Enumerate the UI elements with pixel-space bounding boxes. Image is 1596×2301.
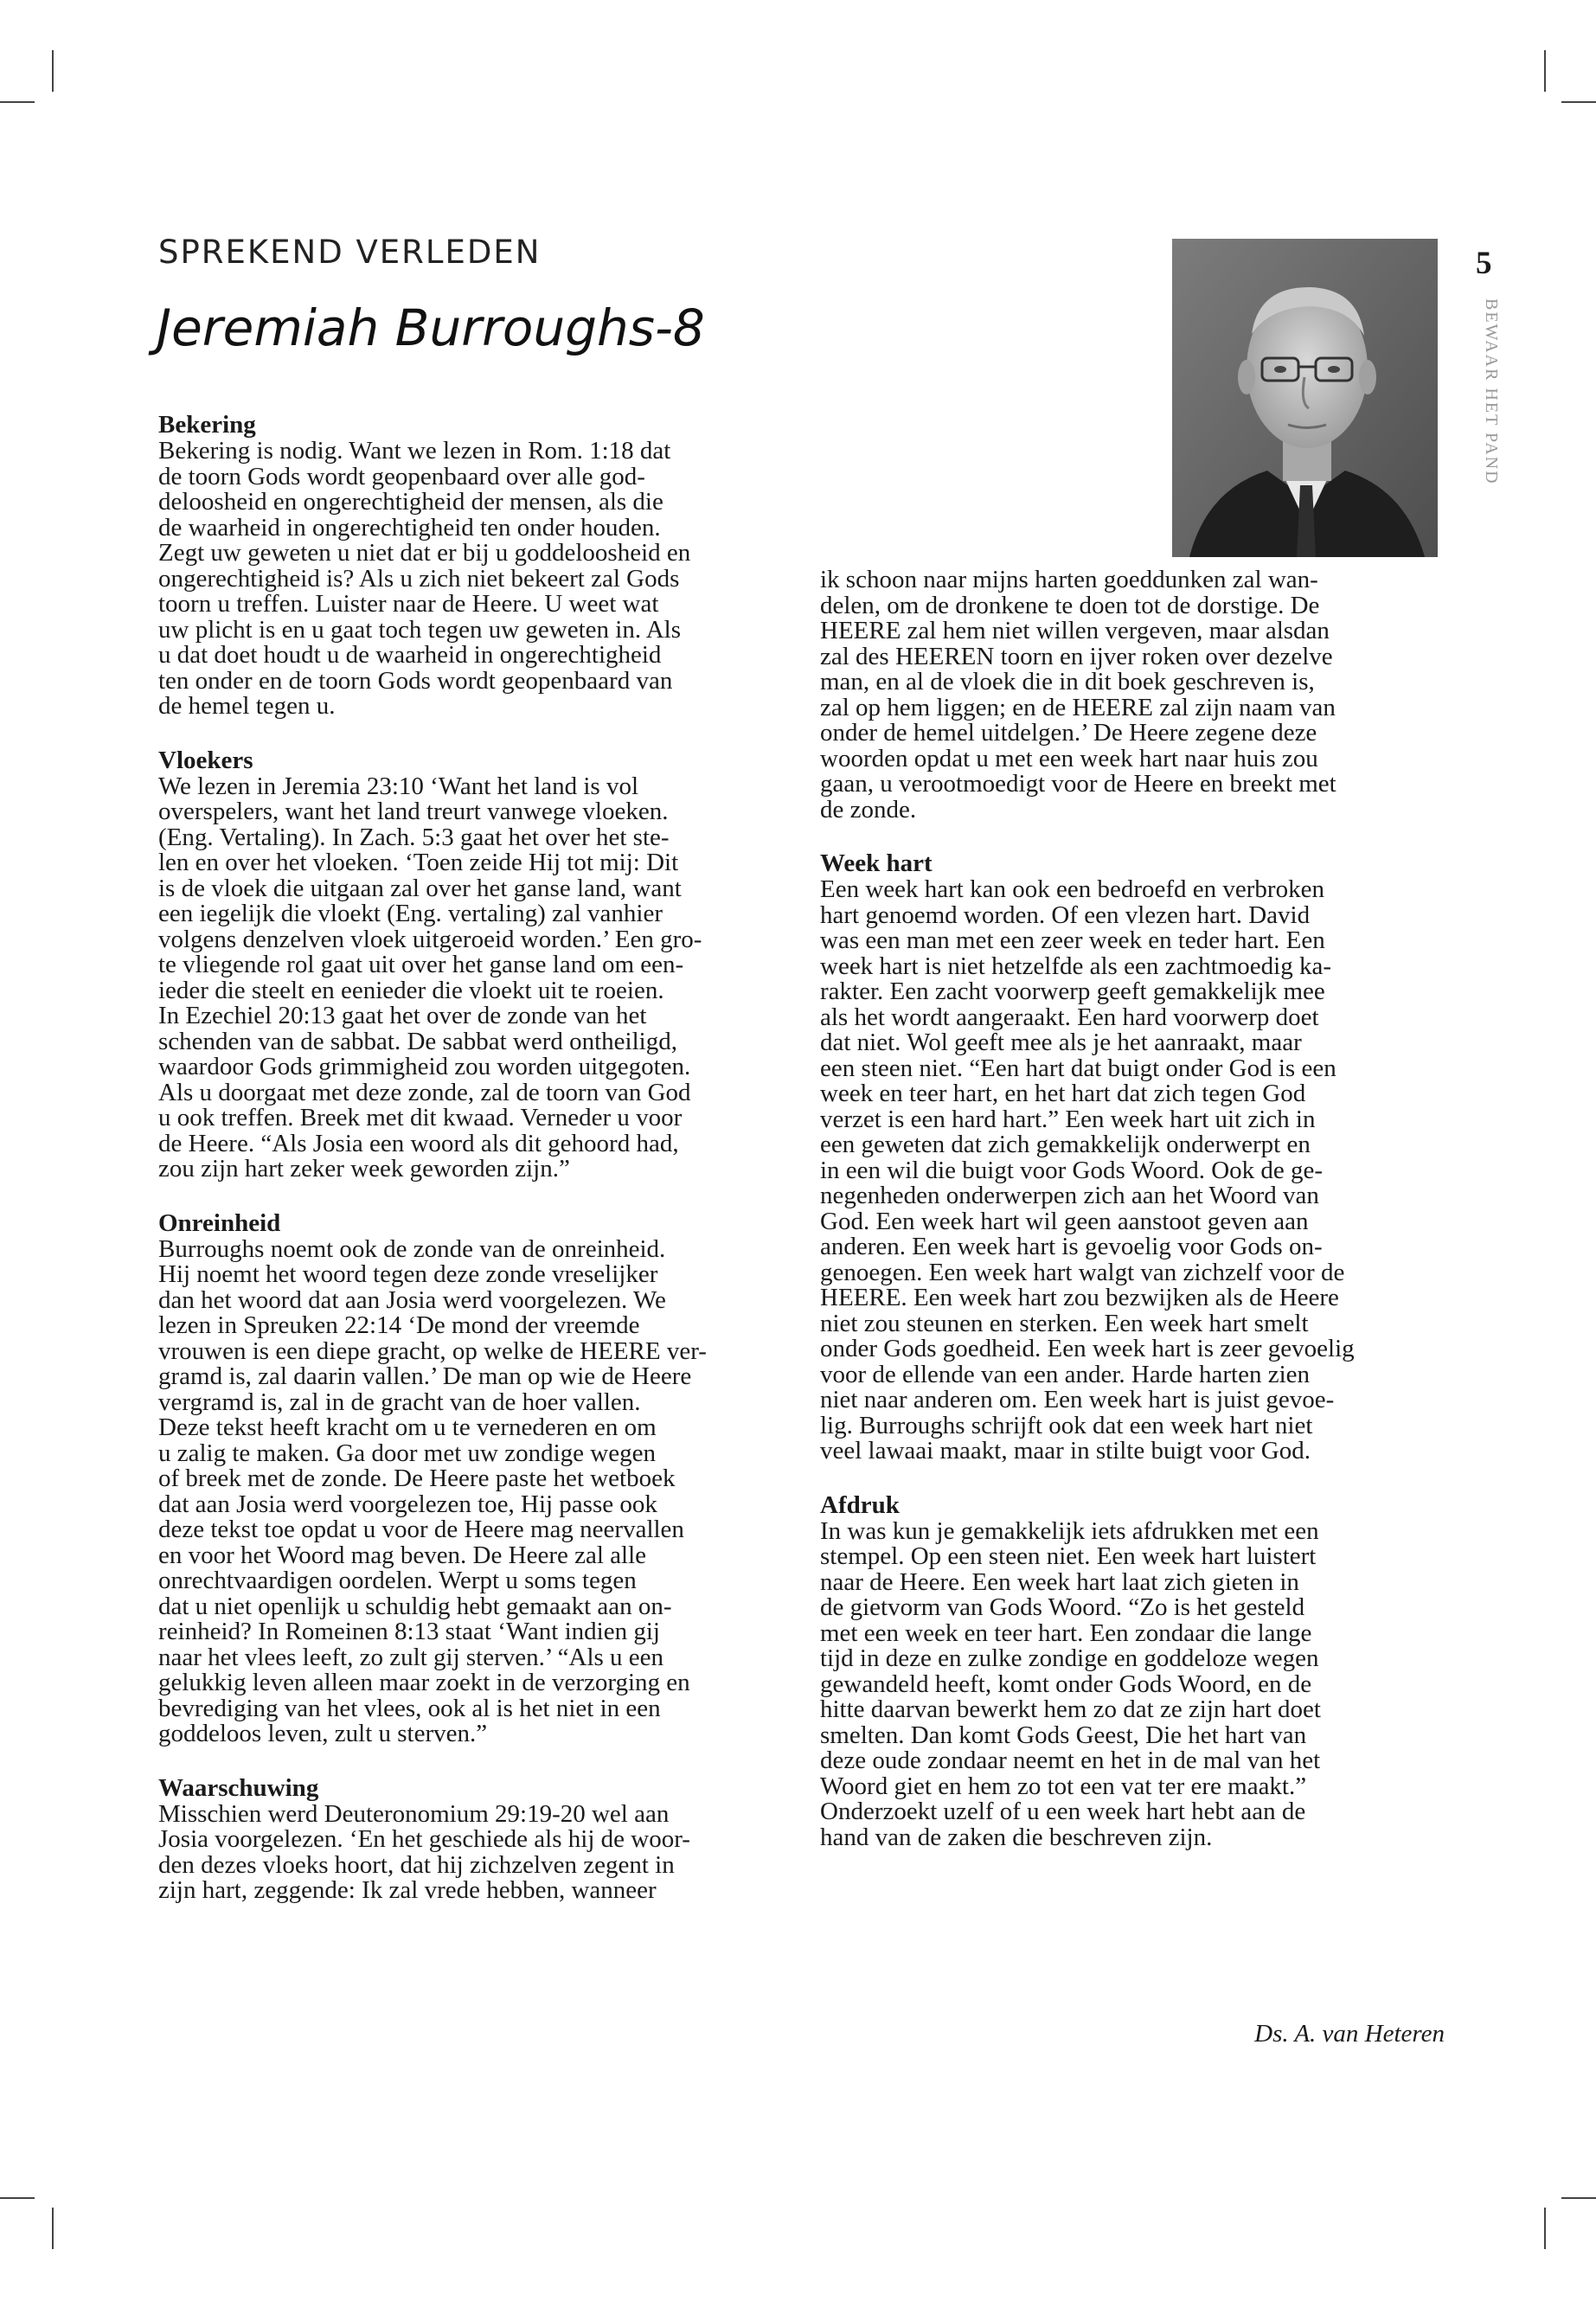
section-kicker: SPREKEND VERLEDEN xyxy=(158,234,542,271)
section-onreinheid xyxy=(158,1209,781,1747)
crop-mark xyxy=(1561,2197,1596,2199)
paragraph: Misschien werd Deuteronomium 29:19-20 wel aan Josia voorgelezen. ‘En het geschiede als hij de woor- den dezes vloeks hoort, dat hij zichzelven zegent in zijn hart, zeggende: Ik zal vrede hebben, wanneer xyxy=(158,1799,690,1904)
author-photo xyxy=(1172,239,1438,557)
section-afdruk xyxy=(820,1491,1443,1851)
paragraph: In was kun je gemakkelijk iets afdrukken met een stempel. Op een steen niet. Een week hart luistert naar de Heere. Een week hart laat zich gieten in de gietvorm van Gods Woord. “Zo is het gesteld met een week en teer hart. Een zondaar die lange tijd in deze en zulke zondige en goddeloze wegen gewandeld heeft, komt onder Gods Woord, en de hitte daarvan bewerkt hem zo dat ze zijn hart doet smelten. Dan komt Gods Geest, Die het hart van deze oude zondaar neemt en het in de mal van het Woord giet en hem zo tot een vat ter ere maakt.” Onderzoekt uzelf of u een week hart hebt aan de hand van de zaken die beschreven zijn. xyxy=(820,1516,1321,1851)
section-vloekers xyxy=(158,747,781,1183)
paragraph: We lezen in Jeremia 23:10 ‘Want het land is vol overspelers, want het land treurt vanwege vloeken. (Eng. Vertaling). In Zach. 5:3 gaat het over het ste- len en over het vloeken. ‘Toen zeide Hij tot mij: Dit is de vloek die uitgaan zal over het ganse land, want een iegelijk die vloekt (Eng. vertaling) zal vanhier volgens denzelven vloek uitgeroeid worden.’ Een gro- te vliegende rol gaat uit over het ganse land om een- ieder die steelt en eenieder die vloekt uit te roeien. In Ezechiel 20:13 gaat het over de zonde van het schenden van de sabbat. De sabbat werd ontheiligd, waardoor Gods grimmigheid zou worden uitgegoten. Als u doorgaat met deze zonde, zal de toorn van God u ook treffen. Breek met dit kwaad. Verneder u voor de Heere. “Als Josia een woord als dit gehoord had, zou zijn hart zeker week geworden zijn.” xyxy=(158,772,702,1183)
section-heading: Waarschuwing xyxy=(158,1773,319,1802)
section-bekering xyxy=(158,411,781,720)
paragraph: Een week hart kan ook een bedroefd en verbroken hart genoemd worden. Of een vlezen hart. David was een man met een zeer week en teder hart. Een week hart is niet hetzelfde als een zachtmoedig ka- rakter. Een zacht voorwerp geeft gemakkelijk mee als het wordt aangeraakt. Een hard voorwerp doet dat niet. Wol geeft mee als je het aanraakt, maar een steen niet. “Een hart dat buigt onder God is een week en teer hart, en het hart dat zich tegen God verzet is een hard hart.” Een week hart uit zich in een geweten dat zich gemakkelijk onderwerpt en in een wil die buigt voor Gods Woord. Ook de ge- negenheden onderwerpen zich aan het Woord van God. Een week hart wil geen aanstoot geven aan anderen. Een week hart is gevoelig voor Gods on- genoegen. Een week hart walgt van zichzelf voor de HEERE. Een week hart zou bezwijken als de Heere niet zou steunen en sterken. Een week hart smelt onder Gods goedheid. Een week hart is zeer gevoelig voor de ellende van een ander. Harde harten zien niet naar anderen om. Een week hart is juist gevoe- lig. Burroughs schrijft ook dat een week hart niet veel lawaai maakt, maar in stilte buigt voor God. xyxy=(820,875,1355,1465)
section-vervolg xyxy=(820,567,1443,823)
section-week-hart xyxy=(820,849,1443,1465)
paragraph: Burroughs noemt ook de zonde van de onreinheid. Hij noemt het woord tegen deze zonde vreselijker dan het woord dat aan Josia werd voorgelezen. We lezen in Spreuken 22:14 ‘De mond der vreemde vrouwen is een diepe gracht, op welke de HEERE ver- gramd is, zal daarin vallen.’ De man op wie de Heere vergramd is, zal in de gracht van de hoer vallen. Deze tekst heeft kracht om u te vernederen en om u zalig te maken. Ga door met uw zondige wegen of breek met de zonde. De Heere paste het wetboek dat aan Josia werd voorgelezen toe, Hij passe ook deze tekst toe opdat u voor de Heere mag neervallen en voor het Woord mag beven. De Heere zal alle onrechtvaardigen oordelen. Werpt u soms tegen dat u niet openlijk u schuldig hebt gemaakt aan on- reinheid? In Romeinen 8:13 staat ‘Want indien gij naar het vlees leeft, zo zult gij sterven.’ “Als u een gelukkig leven alleen maar zoekt in de verzorging en bevrediging van het vlees, ook al is het niet in een goddeloos leven, zult u sterven.” xyxy=(158,1234,707,1747)
crop-mark xyxy=(0,101,35,103)
section-heading: Bekering xyxy=(158,411,256,439)
section-heading: Vloekers xyxy=(158,746,253,774)
column-left xyxy=(158,411,781,1904)
section-waarschuwing xyxy=(158,1774,781,1904)
crop-mark xyxy=(0,2197,35,2199)
section-heading: Onreinheid xyxy=(158,1208,281,1237)
crop-mark xyxy=(52,50,54,92)
article-title: Jeremiah Burroughs-8 xyxy=(157,298,705,357)
page-number: 5 xyxy=(1476,246,1492,281)
crop-mark xyxy=(1561,101,1596,103)
author-signature: Ds. A. van Heteren xyxy=(1254,2020,1445,2048)
crop-mark xyxy=(1544,50,1546,92)
crop-mark xyxy=(52,2208,54,2249)
paragraph: ik schoon naar mijns harten goeddunken zal wan- delen, om de dronkene te doen tot de dorstige. De HEERE zal hem niet willen vergeven, maar alsdan zal des HEEREN toorn en ijver roken over dezelve man, en al de vloek die in dit boek geschreven is, zal op hem liggen; en de HEERE zal zijn naam van onder de hemel uitdelgen.’ De Heere zegene deze woorden opdat u met een week hart naar huis zou gaan, u verootmoedigt voor de Heere en breekt met de zonde. xyxy=(820,566,1336,824)
section-heading: Week hart xyxy=(820,849,933,877)
column-right xyxy=(820,567,1443,1850)
section-heading: Afdruk xyxy=(820,1490,900,1519)
paragraph: Bekering is nodig. Want we lezen in Rom. 1:18 dat de toorn Gods wordt geopenbaard over alle god- deloosheid en ongerechtigheid der mensen, als die de waarheid in ongerechtigheid ten onder houden. Zegt uw geweten u niet dat er bij u goddeloosheid en ongerechtigheid is? Als u zich niet bekeert zal Gods toorn u treffen. Luister naar de Heere. U weet wat uw plicht is en u gaat toch tegen uw geweten in. Als u dat doet houdt u de waarheid in ongerechtigheid ten onder en de toorn Gods wordt geopenbaard van de hemel tegen u. xyxy=(158,437,691,720)
crop-mark xyxy=(1544,2208,1546,2249)
running-head: BEWAAR HET PAND xyxy=(1482,298,1501,485)
